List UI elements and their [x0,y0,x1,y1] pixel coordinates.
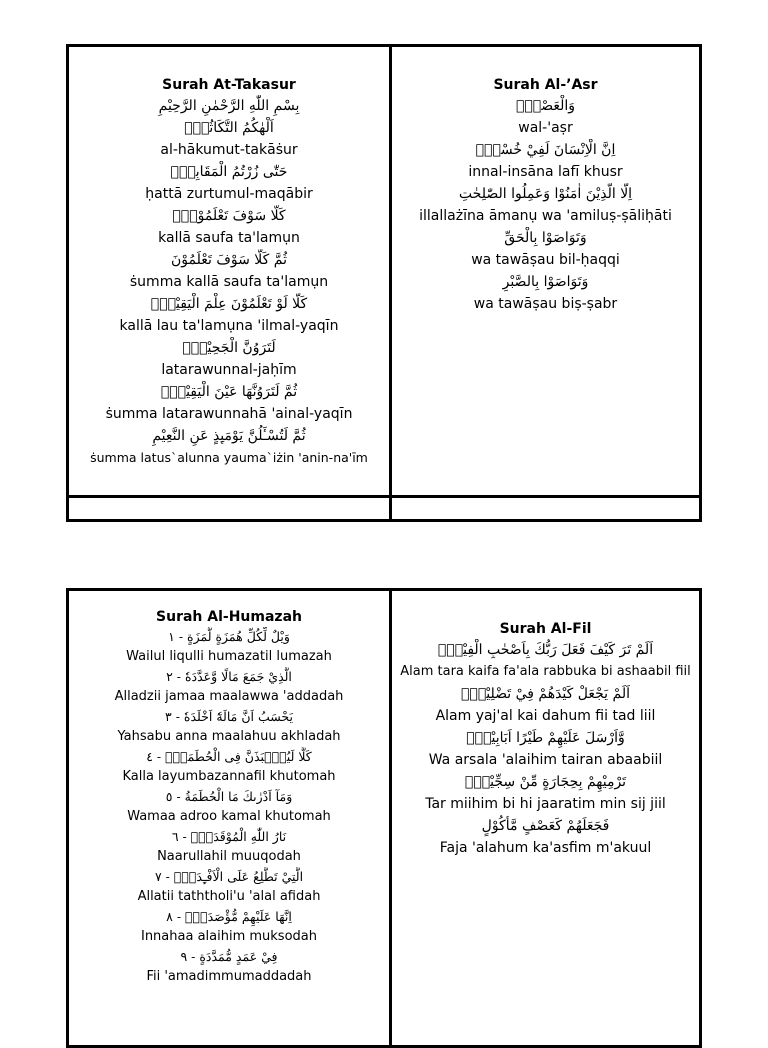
transliteration-line: ḥattā zurtumul-maqābir [145,186,313,202]
transliteration-line: latarawunnal-jaḥīm [161,362,297,378]
transliteration-line: Fii 'amadimmumaddadah [146,969,312,984]
transliteration-line: wal-'aṣr [518,120,573,136]
transliteration-line: Wamaa adroo kamal khutomah [127,809,331,824]
surah-al-fil-cell [392,619,699,859]
surah-title: Surah At-Takasur [162,77,296,93]
arabic-line: ثُمَّ لَتَرَوُنَّهَا عَيْنَ الْيَقِيْنِۙ [160,384,298,400]
transliteration-line: Innahaa alaihim muksodah [140,929,317,944]
arabic-line: الَّذِيْ جَمَعَ مَالًا وَّعَدَّدَهٗ - ٢ [166,669,292,684]
arabic-line: كَلَّا سَوْفَ تَعْلَمُوْنَۙ [172,208,286,224]
arabic-line: تَرْمِيْهِمْ بِحِجَارَةٍ مِّنْ سِجِّيْلٍۙ [464,774,627,790]
transliteration-line: Wailul liqulli humazatil lumazah [126,649,332,664]
top-table [66,44,702,522]
transliteration-line: illallażīna āmanụ wa 'amiluṣ-ṣāliḥāti [419,208,672,224]
arabic-line: فَجَعَلَهُمْ كَعَصْفٍ مَّأْكُوْلٍ [481,818,610,834]
bottom-table [66,588,702,1048]
surah-at-takasur-cell [69,75,389,469]
arabic-line: يَحْسَبُ اَنَّ مَالَهٗٓ اَخْلَدَهٗ - ٣ [165,709,293,724]
transliteration-line: Alladzii jamaa maalawwa 'addadah [114,689,344,704]
arabic-line: ثُمَّ كَلَّا سَوْفَ تَعْلَمُوْنَ [171,252,287,268]
arabic-line: ثُمَّ لَتُسْـَٔلُنَّ يَوْمَىِٕذٍ عَنِ النَّعِيْمِ [152,428,306,444]
arabic-line: اِنَّهَا عَلَيْهِمْ مُّؤْصَدَةٌۙ - ٨ [166,909,292,924]
transliteration-line: ṡumma kallā saufa ta'lamụn [129,274,329,290]
arabic-line: بِسْمِ اللّٰهِ الرَّحْمٰنِ الرَّحِيْمِ [158,98,300,114]
transliteration-line: ṡumma latus`alunna yauma`iżin 'anin-na'īm [90,450,368,465]
transliteration-line: wa tawāṣau bil-ḥaqqi [471,252,620,268]
arabic-line: اَلَمْ يَجْعَلْ كَيْدَهُمْ فِيْ تَضْلِيْلٍۙ [461,686,630,702]
transliteration-line: Kalla layumbazannafil khutomah [122,769,336,784]
transliteration-line: kallā lau ta'lamụna 'ilmal-yaqīn [119,318,339,334]
arabic-line: حَتّٰى زُرْتُمُ الْمَقَابِرَۗ [170,164,288,180]
arabic-line: الَّتِيْ تَطَّلِعُ عَلَى الْاَفْـِٕدَةِۗ - ٧ [154,869,304,884]
transliteration-line: Wa arsala 'alaihim tairan abaabiil [428,752,663,768]
arabic-line: كَلَّا لَيُنْۢبَذَنَّ فِى الْحُطَمَةِۖ - ٤ [146,749,312,764]
transliteration-line: al-hākumut-takāṡur [160,142,298,158]
transliteration-line: wa tawāṣau biṣ-ṣabr [473,296,618,312]
arabic-line: اَلَمْ تَرَ كَيْفَ فَعَلَ رَبُّكَ بِاَصْحٰبِ الْفِيْلِۗ [437,642,654,658]
surah-title: Surah Al-Fil [499,621,592,637]
arabic-line: لَتَرَوُنَّ الْجَحِيْمَۙ [182,340,276,356]
transliteration-line: innal-insāna lafī khusr [468,164,623,180]
arabic-line: وَالْعَصْرِۙ [515,98,575,114]
transliteration-line: Tar miihim bi hi jaaratim min sij jiil [425,796,666,812]
arabic-line: نَارُ اللّٰهِ الْمُوْقَدَةُۙ - ٦ [171,829,287,844]
transliteration-line: Allatii taththoli'u 'alal afidah [137,889,321,904]
transliteration-line: ṡumma latarawunnahā 'ainal-yaqīn [105,406,353,422]
transliteration-line: Faja 'alahum ka'asfim m'akuul [439,840,652,856]
surah-al-humazah-cell [69,607,389,987]
row-divider [69,495,699,498]
arabic-line: وَتَوَاصَوْا بِالصَّبْرِ [502,274,589,290]
arabic-line: اَلْهٰكُمُ التَّكَاثُرُۙ [184,120,274,136]
arabic-line: وَيْلٌ لِّكُلِّ هُمَزَةٍ لُّمَزَةٍ - ١ [168,629,290,644]
arabic-line: وَمَآ اَدْرٰىكَ مَا الْحُطَمَةُ - ٥ [165,789,293,804]
transliteration-line: kallā saufa ta'lamụn [158,230,300,246]
transliteration-line: Alam tara kaifa fa'ala rabbuka bi ashaabil fiil [400,664,691,679]
arabic-line: اِلَّا الَّذِيْنَ اٰمَنُوْا وَعَمِلُوا الصّٰلِحٰتِ [458,186,633,202]
arabic-line: اِنَّ الْاِنْسَانَ لَفِيْ خُسْرٍۙ [475,142,616,158]
surah-title: Surah Al-Humazah [156,609,302,625]
transliteration-line: Alam yaj'al kai dahum fii tad liil [435,708,656,724]
arabic-line: كَلَّا لَوْ تَعْلَمُوْنَ عِلْمَ الْيَقِيْنِۗ [150,296,308,312]
arabic-line: وَتَوَاصَوْا بِالْحَقِّ [504,230,587,246]
arabic-line: وَّاَرْسَلَ عَلَيْهِمْ طَيْرًا اَبَابِيْلَۙ [466,730,625,746]
surah-al-asr-cell [392,75,699,315]
arabic-line: فِيْ عَمَدٍ مُّمَدَّدَةٍ - ٩ [180,949,278,964]
surah-title: Surah Al-’Asr [493,77,598,93]
transliteration-line: Naarullahil muuqodah [157,849,301,864]
transliteration-line: Yahsabu anna maalahuu akhladah [117,729,341,744]
